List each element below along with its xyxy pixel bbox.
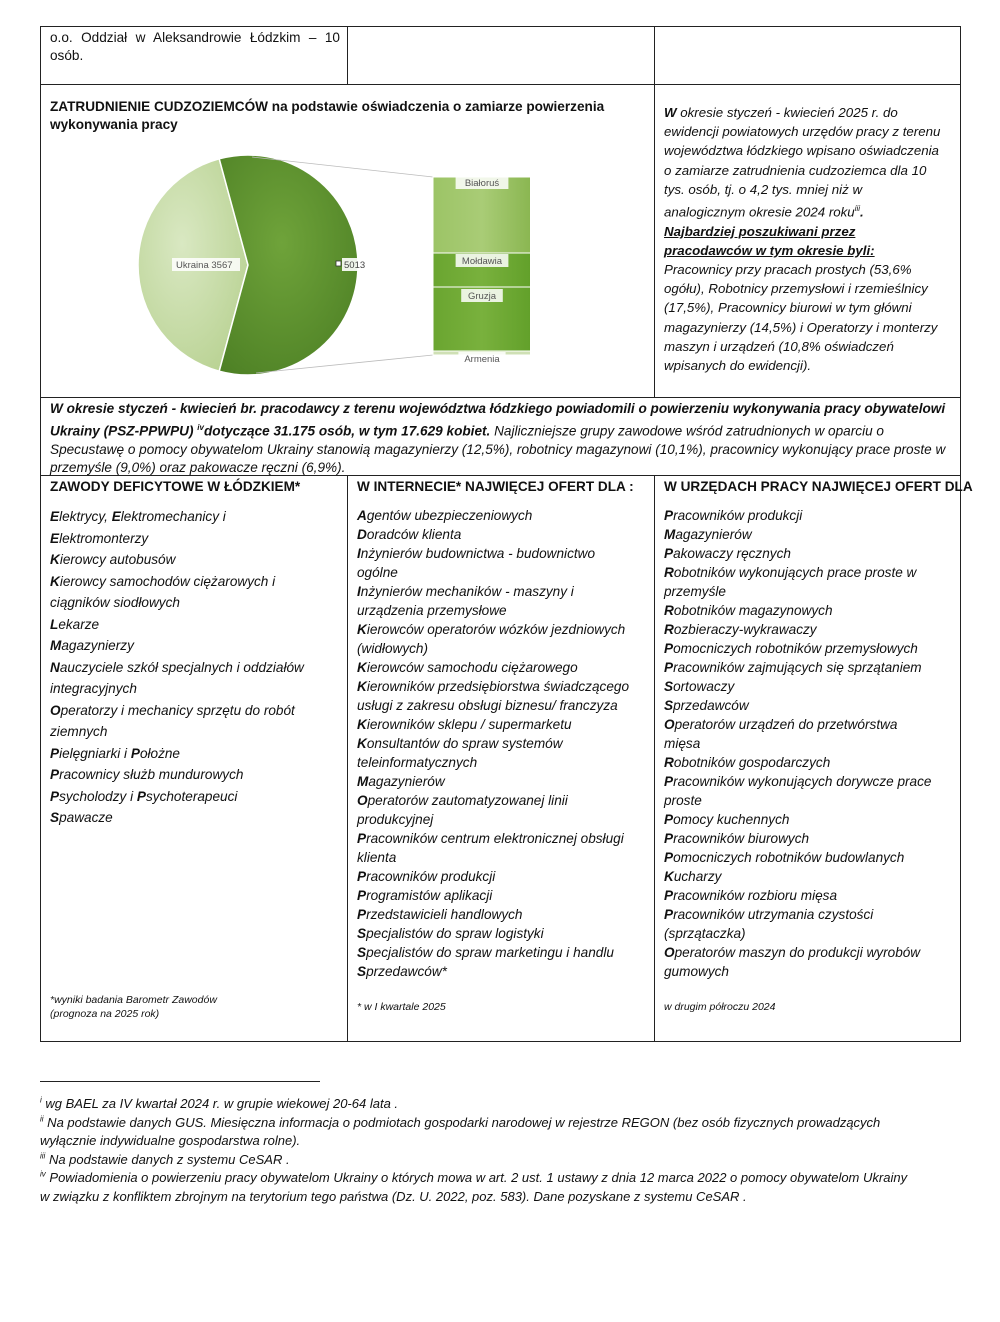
col2-item [357,886,649,905]
col1-item [50,786,340,808]
item-text: obotników gospodarczych [673,755,831,770]
bar-label-2: Gruzja [468,291,496,302]
item-initial: K [664,869,674,884]
col1-item [50,571,340,593]
col3-item [664,563,956,582]
item-text: przedawców* [366,964,447,979]
side-intro-footnote-mark: iii [854,204,861,214]
item-text: ierowników sklepu / supermarketu [366,717,572,732]
item-text: peratorów urządzeń do przetwórstwa [674,717,898,732]
item-initial: E [111,509,121,524]
col2-item [357,753,649,772]
item-initial: P [664,508,674,523]
item-text: racowników centrum elektronicznej obsługi [366,831,624,846]
col3-item [664,772,956,791]
item-text: pawacze [59,810,113,825]
col3-item [664,753,956,772]
col2-item [357,544,649,563]
table-col-divider-bottom-1 [347,475,348,1041]
item-initial: M [664,527,676,542]
col2-item [357,696,649,715]
item-text: omocniczych robotników budowlanych [673,850,905,865]
item-initial: P [357,831,367,846]
footnote-text: Na podstawie danych GUS. Miesięczna informacja o podmiotach gospodarki narodowej w rejestrze REGON (bez osób fizycznych prowadzących wyłącznie indywidualne gospodarstwa rolne). [40,1114,881,1148]
col2-item [357,525,649,544]
col2-item [357,848,649,867]
item-initial: R [664,755,674,770]
item-text: przedawców [673,698,749,713]
col3-item [664,506,956,525]
col1-item [50,764,340,786]
item-initial: S [357,926,367,941]
item-initial: D [357,527,367,542]
footnotes [40,1095,920,1206]
item-initial: K [357,679,367,694]
item-initial: R [664,565,674,580]
item-initial: K [50,552,60,567]
item-text: ziemnych [50,724,108,739]
item-text: omocy kuchennych [673,812,790,827]
item-text: przemyśle [664,584,726,599]
table-border-top [40,26,961,27]
side-sought-heading: Najbardziej poszukiwani przez pracodawców w tym okresie byli: [664,223,875,258]
ukraine-notice-bold-2: dotyczące 31.175 osób, w tym 17.629 kobiet. [203,423,491,439]
col2-item [357,791,649,810]
item-text: nżynierów budownictwa - budownictwo [360,546,596,561]
col2-item [357,677,649,696]
item-initial: P [664,660,674,675]
bar-label-3: Armenia [464,354,500,365]
item-text: peratorów maszyn do produkcji wyrobów [674,945,921,960]
item-initial: K [50,573,60,589]
item-initial: N [50,659,60,675]
item-text: racowników produkcji [673,508,803,523]
table-col-divider-top-1 [347,26,348,84]
item-initial: P [664,546,674,561]
item-text: racowników wykonujących dorywcze prace [673,774,932,789]
item-text: ielęgniarki i [59,745,131,761]
ukraine-notice [50,400,950,478]
item-initial: O [50,702,61,718]
col3-item [664,886,956,905]
item-text: racowników produkcji [366,869,496,884]
table-row-divider-1 [40,84,961,85]
item-text: obotników magazynowych [673,603,833,618]
item-text: ołożne [139,745,180,761]
col3-item [664,582,956,601]
table-col-divider-top-2 [654,26,655,84]
table-col-divider-bottom-2 [654,475,655,1041]
col3-item [664,867,956,886]
item-text: (widłowych) [357,641,429,656]
item-initial: P [664,774,674,789]
col3-item [664,525,956,544]
item-initial: E [50,509,60,524]
item-text: klienta [357,850,397,865]
col3-header: W URZĘDACH PRACY NAJWIĘCEJ OFERT DLA [664,479,973,494]
item-text: urządzenia przemysłowe [357,603,507,618]
footnote [40,1095,920,1114]
side-intro-end: . [860,204,864,220]
item-initial: M [357,774,369,789]
col1-header: ZAWODY DEFICYTOWE W ŁÓDZKIEM* [50,479,301,494]
col3-item [664,924,956,943]
side-sought-list: Pracownicy przy pracach prostych (53,6% ogółu), Robotnicy przemysłowi i rzemieślnicy (17,5%), Pracownicy biurowi w tym główni magazynierzy (14,5%) i Operatorzy i monterzy maszyn i urządzeń (10,8% oświadczeń wpisanych do ewidencji). [664,262,938,374]
col2-item [357,905,649,924]
col3-item [664,810,956,829]
footnote-text: wg BAEL za IV kwartał 2024 r. w grupie wiekowej 20-64 lata . [41,1096,399,1111]
col1-item [50,506,340,528]
col2-header: W INTERNECIE* NAJWIĘCEJ OFERT DLA : [357,479,634,494]
col2-item [357,563,649,582]
col2-note: * w I kwartale 2025 [357,1001,446,1013]
item-text: lektromonterzy [59,530,149,546]
col1-item [50,721,340,743]
col1-item [50,528,340,550]
col3-list [664,506,956,981]
item-text: omocniczych robotników przemysłowych [673,641,918,656]
item-text: proste [664,793,702,808]
footnote-mark: ii [40,1114,44,1124]
item-initial: I [357,546,361,561]
item-text: ierowników przedsiębiorstwa świadczącego [366,679,630,694]
side-intro: okresie styczeń - kwiecień 2025 r. do ewidencji powiatowych urzędów pracy z terenu województwa łódzkiego wpisano oświadczenia o zamiarze zatrudnienia cudzoziemca dla 10 tys. osób, tj. o 4,2 tys. mniej niż w analogicznym okresie 2024 roku [664,105,941,220]
table-border-bottom [40,1041,961,1042]
pie-label-ukraine: Ukraina 3567 [176,260,233,271]
item-initial: O [357,793,368,808]
item-initial: P [357,907,367,922]
col2-item [357,772,649,791]
item-text: racownicy służb mundurowych [59,767,244,782]
item-text: ortowaczy [673,679,735,694]
item-initial: P [664,831,674,846]
col2-item [357,867,649,886]
ukraine-notice-rest: Najliczniejsze grupy zawodowe wśród zatrudnionych w oparciu o Specustawę o pomocy obywatelom Ukrainy stanowią magazynierzy (12,5%), robotnicy magazynowi (10,1%), pracownicy wykonujący prace proste w przemyśle (9,0%) oraz pakowacze ręczni (6,9%). [50,423,946,476]
col1-item [50,549,340,571]
item-text: racowników zajmujących się sprzątaniem [673,660,922,675]
item-text: pecjalistów do spraw logistyki [366,926,544,941]
item-initial: S [664,698,674,713]
item-initial: I [357,584,361,599]
col1-item [50,614,340,636]
col2-item [357,810,649,829]
item-initial: R [664,603,674,618]
item-text: racowników utrzymania czystości [673,907,874,922]
item-initial: K [357,736,367,751]
item-initial: P [664,907,674,922]
col3-item [664,677,956,696]
col2-item [357,658,649,677]
col2-item [357,506,649,525]
item-text: (sprzątaczka) [664,926,746,941]
col3-item [664,544,956,563]
col3-item [664,601,956,620]
col3-note: w drugim półroczu 2024 [664,1001,776,1013]
col3-item [664,962,956,981]
table-row-divider-2 [40,397,961,398]
item-text: ierowców samochodu ciężarowego [366,660,578,675]
item-initial: P [50,767,60,782]
foreigners-side-text [664,103,946,375]
col3-item [664,791,956,810]
col1-list [50,506,340,829]
footnote-mark: i [40,1095,42,1105]
pie-label-other-marker [336,261,341,266]
item-text: peratorów zautomatyzowanej linii [367,793,568,808]
item-text: agazynierów [675,527,752,542]
col1-item [50,592,340,614]
item-initial: M [50,638,62,653]
item-initial: P [130,745,140,761]
col3-item [664,696,956,715]
item-text: nżynierów mechaników - maszyny i [360,584,574,599]
footnote-mark: iv [40,1169,46,1179]
side-intro-bold: W [664,105,677,120]
bar-label-0: Białoruś [464,178,500,189]
item-initial: P [136,788,146,804]
col1-item [50,657,340,679]
ukraine-notice-footnote-mark: iv [197,422,204,432]
item-initial: S [357,964,367,979]
col1-item [50,700,340,722]
footnote-mark: iii [40,1151,46,1161]
pie-label-other: 5013 [344,260,366,271]
item-text: ierowców operatorów wózków jezdniowych [366,622,626,637]
item-text: racowników rozbioru mięsa [673,888,838,903]
col2-item [357,715,649,734]
col3-item [664,639,956,658]
item-text: agazynierzy [61,638,134,653]
col2-item [357,943,649,962]
item-text: peratorzy i mechanicy sprzętu do robót [60,702,295,718]
top-row-cell-text: o.o. Oddział w Aleksandrowie Łódzkim – 10 osób. [50,30,340,64]
item-initial: P [664,812,674,827]
footnote-text: Powiadomienia o powierzeniu pracy obywatelom Ukrainy o których mowa w art. 2 ust. 1 ustawy z dnia 12 marca 2022 o pomocy obywatelom Ukrainy w związku z konfliktem zbrojnym na terytorium tego państwa (Dz. U. 2022, poz. 583). Dane pozyskane z systemu CeSAR . [40,1170,908,1204]
item-text: gumowych [664,964,729,979]
col3-item [664,620,956,639]
col1-item [50,743,340,765]
item-text: akowaczy ręcznych [673,546,791,561]
col3-item [664,658,956,677]
item-text: mięsa [664,736,701,751]
item-text: lektromechanicy i [120,509,226,524]
col2-item [357,582,649,601]
item-text: ierowcy autobusów [59,552,176,567]
bar-label-1: Mołdawia [461,256,503,267]
item-initial: P [357,888,367,903]
item-text: agazynierów [368,774,445,789]
item-initial: A [357,508,367,523]
item-text: ciągników siodłowych [50,595,180,610]
item-text: usługi z zakresu obsługi biznesu/ franczyza [357,698,618,713]
table-col-divider-chart [654,84,655,397]
item-initial: P [664,641,674,656]
col2-item [357,620,649,639]
col2-list [357,506,649,981]
item-text: obotników wykonujących prace proste w [673,565,917,580]
col3-item [664,734,956,753]
item-text: ierowcy samochodów ciężarowych i [59,573,276,589]
table-border-right [960,26,961,1042]
item-text: sychoterapeuci [145,788,238,804]
col2-item [357,962,649,981]
item-text: ekarze [58,616,100,632]
col1-note: *wyniki badania Barometr Zawodów (prognoza na 2025 rok) [50,994,217,1020]
col3-item [664,715,956,734]
item-text: auczyciele szkół specjalnych i oddziałów [59,659,304,675]
item-initial: K [357,622,367,637]
item-initial: O [664,717,675,732]
col2-item [357,601,649,620]
col2-item [357,829,649,848]
item-initial: K [357,660,367,675]
item-initial: O [664,945,675,960]
item-text: oradców klienta [366,527,462,542]
col1-item [50,807,340,829]
item-text: lektrycy, [59,509,112,524]
item-initial: P [664,888,674,903]
item-initial: P [50,745,60,761]
item-initial: S [357,945,367,960]
item-text: rogramistów aplikacji [366,888,493,903]
item-text: pecjalistów do spraw marketingu i handlu [366,945,614,960]
item-initial: P [50,788,60,804]
item-initial: S [664,679,674,694]
item-text: racowników biurowych [673,831,810,846]
col3-item [664,943,956,962]
footnote-text: Na podstawie danych z systemu CeSAR . [45,1151,290,1167]
table-border-left [40,26,41,1042]
col2-item [357,639,649,658]
col2-item [357,924,649,943]
item-text: onsultantów do spraw systemów [366,736,563,751]
col1-item [50,635,340,657]
footnote [40,1169,920,1206]
footnote [40,1151,920,1170]
item-initial: L [50,616,59,632]
item-initial: S [50,810,60,825]
item-initial: E [50,530,60,546]
foreigners-pie-chart [130,140,530,380]
item-initial: K [357,717,367,732]
item-text: ucharzy [673,869,722,884]
item-text: integracyjnych [50,681,137,696]
item-text: sycholodzy i [59,788,137,804]
item-text: produkcyjnej [357,812,434,827]
footnote [40,1114,920,1151]
col3-item [664,905,956,924]
ukraine-notice-bold: W okresie styczeń - kwiecień br. pracodawcy z terenu województwa łódzkiego powiadomili o powierzeniu wykonywania pracy obywatelowi Ukrainy (PSZ-PPWPU) [50,401,946,439]
col1-item [50,678,340,700]
item-initial: R [664,622,674,637]
footnote-separator [40,1081,320,1082]
foreigners-title: ZATRUDNIENIE CUDZOZIEMCÓW na podstawie oświadczenia o zamiarze powierzenia wykonywania pracy [50,99,605,133]
item-text: gentów ubezpieczeniowych [366,508,533,523]
item-text: ogólne [357,565,398,580]
col3-item [664,848,956,867]
item-text: teleinformatycznych [357,755,478,770]
item-text: rzedstawicieli handlowych [366,907,523,922]
item-text: ozbieraczy-wykrawaczy [673,622,817,637]
item-initial: P [664,850,674,865]
col2-item [357,734,649,753]
item-initial: P [357,869,367,884]
col3-item [664,829,956,848]
